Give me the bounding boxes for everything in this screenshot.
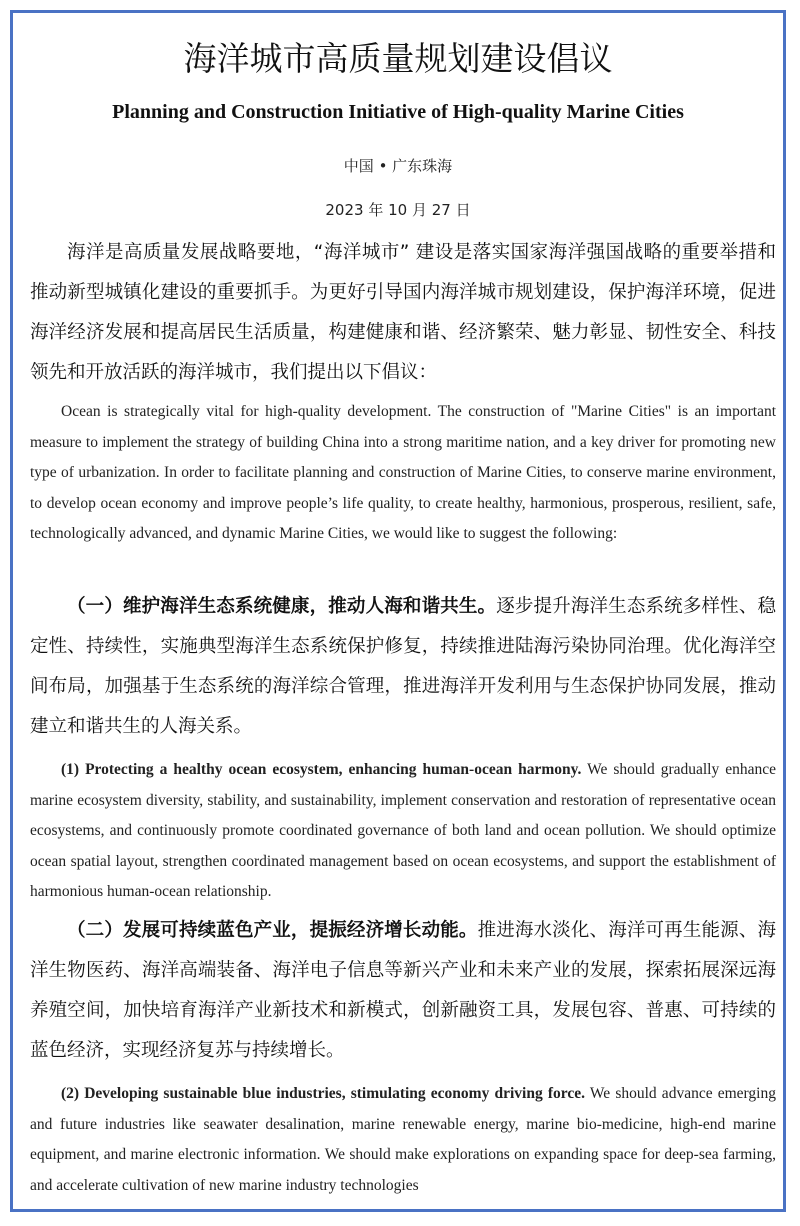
section-2-chinese: [30, 911, 776, 1071]
section-1-body-english: We should gradually enhance marine ecosystem diversity, stability, and sustainability, implement conservation and restoration of representative ocean ecosystems, and continuously promote coordinated governance of both land and ocean pollution. We should optimize ocean spatial layout, strengthen coordinated management based on ocean ecosystems, and support the establishment of harmonious human-ocean relationship.: [30, 761, 776, 900]
section-2-heading-english: (2) Developing sustainable blue industries, stimulating economy driving force.: [61, 1085, 586, 1102]
title-english: Planning and Construction Initiative of High-quality Marine Cities: [112, 101, 684, 123]
section-2-heading-chinese: （二）发展可持续蓝色产业，提振经济增长动能。: [67, 920, 478, 941]
section-2-body-english: We should advance emerging and future industries like seawater desalination, marine renewable energy, marine bio-medicine, high-end marine equipment, and marine electronic information. We should make explorations on expanding space for deep-sea farming, and accelerate cultivation of new marine industry technologies: [30, 1085, 776, 1194]
location-line: 中国 • 广东珠海: [343, 157, 453, 175]
section-1-body-chinese: 逐步提升海洋生态系统多样性、稳定性、持续性，实施典型海洋生态系统保护修复，持续推进陆海污染协同治理。优化海洋空间布局，加强基于生态系统的海洋综合管理，推进海洋开发利用与生态保护协同发展，推动建立和谐共生的人海关系。: [30, 596, 776, 737]
date-line: 2023 年 10 月 27 日: [325, 201, 471, 219]
intro-paragraph-chinese: 海洋是高质量发展战略要地，“海洋城市” 建设是落实国家海洋强国战略的重要举措和推动新型城镇化建设的重要抓手。为更好引导国内海洋城市规划建设，保护海洋环境，促进海洋经济发展和提高居民生活质量，构建健康和谐、经济繁荣、魅力彰显、韧性安全、科技领先和开放活跃的海洋城市，我们提出以下倡议：: [30, 242, 776, 383]
section-2-english: [30, 1079, 776, 1201]
section-1-heading-chinese: （一）维护海洋生态系统健康，推动人海和谐共生。: [67, 596, 497, 617]
section-1-heading-english: (1) Protecting a healthy ocean ecosystem, enhancing human-ocean harmony.: [61, 761, 582, 778]
section-2-body-chinese: 推进海水淡化、海洋可再生能源、海洋生物医药、海洋高端装备、海洋电子信息等新兴产业和未来产业的发展，探索拓展深远海养殖空间，加快培育海洋产业新技术和新模式，创新融资工具，发展包容、普惠、可持续的蓝色经济，实现经济复苏与持续增长。: [30, 920, 776, 1061]
title-chinese: 海洋城市高质量规划建设倡议: [183, 39, 613, 78]
section-1-english: [30, 755, 776, 908]
intro-paragraph-english: Ocean is strategically vital for high-quality development. The construction of "Marine Cities" is an important measure to implement the strategy of building China into a strong maritime nation, and a key driver for promoting new type of urbanization. In order to facilitate planning and construction of Marine Cities, to conserve marine environment, to develop ocean economy and improve people’s life quality, to create healthy, harmonious, prosperous, resilient, safe, technologically advanced, and dynamic Marine Cities, we would like to suggest the following:: [30, 403, 776, 542]
section-1-chinese: [30, 587, 776, 747]
page-frame: [10, 10, 786, 1212]
